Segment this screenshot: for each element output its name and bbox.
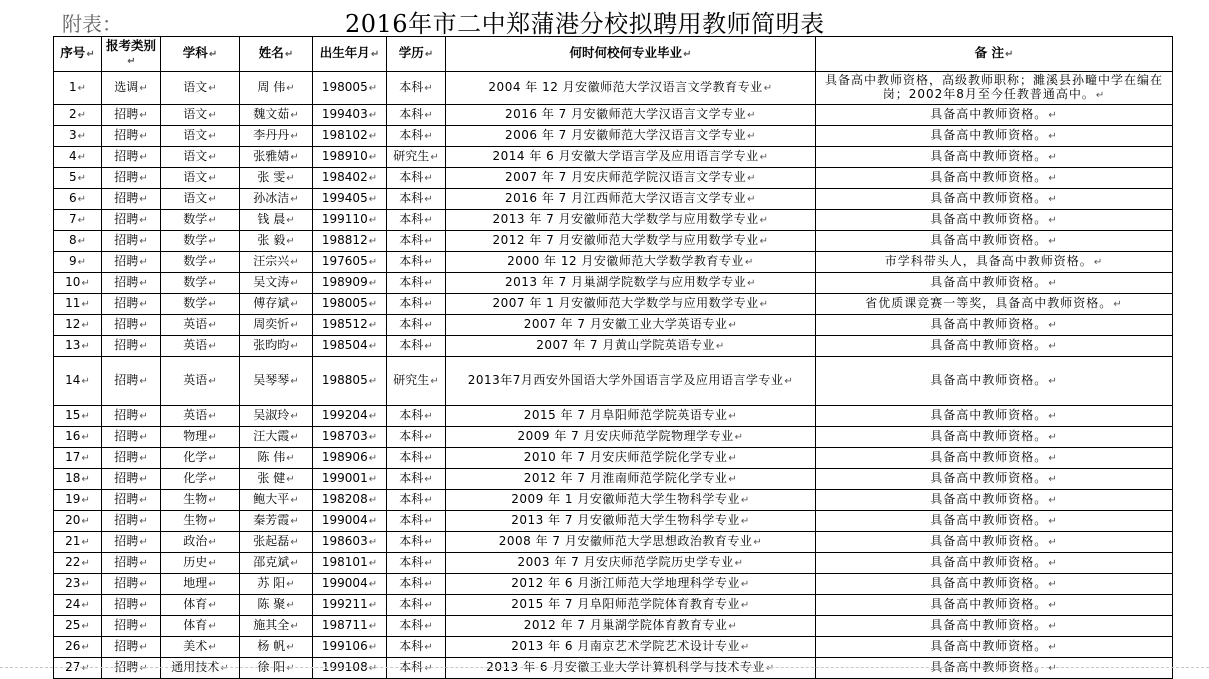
cell-subject: 英语 ↵ <box>161 315 240 336</box>
table-row <box>54 469 1173 490</box>
cell-seq: 5 ↵ <box>54 168 102 189</box>
cell-seq: 10 ↵ <box>54 273 102 294</box>
cell-name: 施其全 ↵ <box>240 616 313 637</box>
cell-note: 具备高中教师资格。 ↵ <box>816 574 1173 595</box>
cell-name: 陈 聚 ↵ <box>240 595 313 616</box>
cell-graduation: 2016 年 7 月江西师范大学汉语言文学专业 ↵ <box>446 189 816 210</box>
cell-note: 具备高中教师资格。 ↵ <box>816 595 1173 616</box>
cell-education: 本科 ↵ <box>387 427 446 448</box>
cell-subject: 英语 ↵ <box>161 357 240 406</box>
cell-name: 秦芳霞 ↵ <box>240 511 313 532</box>
cell-seq: 24 ↵ <box>54 595 102 616</box>
cell-seq: 22 ↵ <box>54 553 102 574</box>
cell-birth: 199211 ↵ <box>313 595 387 616</box>
cell-subject: 化学 ↵ <box>161 448 240 469</box>
cell-graduation: 2013 年 7 月安徽师范大学数学与应用数学专业 ↵ <box>446 210 816 231</box>
cell-graduation: 2013 年 7 月巢湖学院数学与应用数学专业 ↵ <box>446 273 816 294</box>
cell-seq: 12 ↵ <box>54 315 102 336</box>
cell-note: 具备高中教师资格。 ↵ <box>816 427 1173 448</box>
table-row <box>54 637 1173 658</box>
cell-education: 研究生 ↵ <box>387 147 446 168</box>
cell-note: 具备高中教师资格。 ↵ <box>816 511 1173 532</box>
cell-subject: 地理 ↵ <box>161 574 240 595</box>
cell-category: 招聘 ↵ <box>102 105 161 126</box>
cell-note: 具备高中教师资格。 ↵ <box>816 336 1173 357</box>
cell-subject: 语文 ↵ <box>161 168 240 189</box>
cell-seq: 14 ↵ <box>54 357 102 406</box>
cell-name: 张 毅 ↵ <box>240 231 313 252</box>
table-body <box>54 72 1173 679</box>
cell-category: 招聘 ↵ <box>102 469 161 490</box>
cell-graduation: 2012 年 7 月淮南师范学院化学专业 ↵ <box>446 469 816 490</box>
cell-subject: 数学 ↵ <box>161 273 240 294</box>
cell-education: 本科 ↵ <box>387 448 446 469</box>
cell-education: 本科 ↵ <box>387 532 446 553</box>
table-row <box>54 336 1173 357</box>
cell-subject: 政治 ↵ <box>161 532 240 553</box>
cell-birth: 199110 ↵ <box>313 210 387 231</box>
table-row <box>54 273 1173 294</box>
cell-education: 本科 ↵ <box>387 616 446 637</box>
cell-category: 招聘 ↵ <box>102 357 161 406</box>
cell-seq: 16 ↵ <box>54 427 102 448</box>
table-row <box>54 553 1173 574</box>
table-row <box>54 595 1173 616</box>
cell-category: 招聘 ↵ <box>102 595 161 616</box>
cell-category: 招聘 ↵ <box>102 336 161 357</box>
cell-subject: 语文 ↵ <box>161 105 240 126</box>
cell-category: 招聘 ↵ <box>102 189 161 210</box>
table-header-row <box>54 37 1173 72</box>
cell-name: 张 雯 ↵ <box>240 168 313 189</box>
cell-education: 本科 ↵ <box>387 315 446 336</box>
cell-birth: 198805 ↵ <box>313 357 387 406</box>
cell-note: 具备高中教师资格。 ↵ <box>816 105 1173 126</box>
cell-note: 市学科带头人，具备高中教师资格。 ↵ <box>816 252 1173 273</box>
cell-name: 吴琴琴 ↵ <box>240 357 313 406</box>
cell-name: 徐 阳 ↵ <box>240 658 313 679</box>
cell-education: 本科 ↵ <box>387 490 446 511</box>
cell-subject: 历史 ↵ <box>161 553 240 574</box>
cell-graduation: 2007 年 1 月安徽师范大学数学与应用数学专业 ↵ <box>446 294 816 315</box>
cell-birth: 198512 ↵ <box>313 315 387 336</box>
cell-subject: 体育 ↵ <box>161 595 240 616</box>
cell-name: 张起磊 ↵ <box>240 532 313 553</box>
cell-name: 杨 帆 ↵ <box>240 637 313 658</box>
cell-name: 吴文涛 ↵ <box>240 273 313 294</box>
cell-birth: 199403 ↵ <box>313 105 387 126</box>
cell-name: 周 伟 ↵ <box>240 72 313 105</box>
cell-note: 具备高中教师资格。 ↵ <box>816 231 1173 252</box>
cell-name: 钱 晨 ↵ <box>240 210 313 231</box>
cell-birth: 199004 ↵ <box>313 574 387 595</box>
cell-education: 本科 ↵ <box>387 511 446 532</box>
header-note: 备 注 ↵ <box>816 37 1173 72</box>
cell-graduation: 2004 年 12 月安徽师范大学汉语言文学教育专业 ↵ <box>446 72 816 105</box>
table-row <box>54 357 1173 406</box>
header-education: 学历 ↵ <box>387 37 446 72</box>
cell-note: 具备高中教师资格。 ↵ <box>816 469 1173 490</box>
table-row <box>54 294 1173 315</box>
cell-birth: 199108 ↵ <box>313 658 387 679</box>
cell-graduation: 2012 年 6 月浙江师范大学地理科学专业 ↵ <box>446 574 816 595</box>
cell-education: 本科 ↵ <box>387 336 446 357</box>
table-row <box>54 490 1173 511</box>
cell-seq: 23 ↵ <box>54 574 102 595</box>
cell-graduation: 2016 年 7 月安徽师范大学汉语言文学专业 ↵ <box>446 105 816 126</box>
cell-birth: 198812 ↵ <box>313 231 387 252</box>
cell-birth: 198906 ↵ <box>313 448 387 469</box>
cell-birth: 198101 ↵ <box>313 553 387 574</box>
cell-note: 具备高中教师资格。 ↵ <box>816 553 1173 574</box>
cell-graduation: 2000 年 12 月安徽师范大学数学教育专业 ↵ <box>446 252 816 273</box>
cell-birth: 199405 ↵ <box>313 189 387 210</box>
cell-note: 具备高中教师资格。 ↵ <box>816 406 1173 427</box>
cell-category: 招聘 ↵ <box>102 574 161 595</box>
cell-category: 招聘 ↵ <box>102 273 161 294</box>
attachment-label: 附表： <box>62 12 122 36</box>
cell-graduation: 2013 年 6 月南京艺术学院艺术设计专业 ↵ <box>446 637 816 658</box>
cell-subject: 生物 ↵ <box>161 490 240 511</box>
cell-graduation: 2013年7月西安外国语大学外国语言学及应用语言学专业 ↵ <box>446 357 816 406</box>
table-row <box>54 616 1173 637</box>
cell-name: 魏文茹 ↵ <box>240 105 313 126</box>
cell-name: 汪大霞 ↵ <box>240 427 313 448</box>
cell-graduation: 2006 年 7 月安徽师范大学汉语言文学专业 ↵ <box>446 126 816 147</box>
cell-name: 傅存斌 ↵ <box>240 294 313 315</box>
cell-name: 李丹丹 ↵ <box>240 126 313 147</box>
cell-seq: 18 ↵ <box>54 469 102 490</box>
cell-category: 招聘 ↵ <box>102 553 161 574</box>
cell-category: 招聘 ↵ <box>102 231 161 252</box>
cell-name: 张雅婧 ↵ <box>240 147 313 168</box>
cell-note: 具备高中教师资格。 ↵ <box>816 315 1173 336</box>
cell-subject: 数学 ↵ <box>161 252 240 273</box>
cell-education: 本科 ↵ <box>387 105 446 126</box>
table-row <box>54 147 1173 168</box>
cell-subject: 数学 ↵ <box>161 210 240 231</box>
cell-category: 招聘 ↵ <box>102 427 161 448</box>
cell-graduation: 2010 年 7 月安庆师范学院化学专业 ↵ <box>446 448 816 469</box>
cell-birth: 199001 ↵ <box>313 469 387 490</box>
cell-category: 招聘 ↵ <box>102 210 161 231</box>
cell-seq: 1 ↵ <box>54 72 102 105</box>
cell-subject: 数学 ↵ <box>161 294 240 315</box>
cell-seq: 2 ↵ <box>54 105 102 126</box>
cell-graduation: 2012 年 7 月安徽师范大学数学与应用数学专业 ↵ <box>446 231 816 252</box>
header-name: 姓名 ↵ <box>240 37 313 72</box>
table-row <box>54 574 1173 595</box>
cell-seq: 19 ↵ <box>54 490 102 511</box>
cell-graduation: 2007 年 7 月安徽工业大学英语专业 ↵ <box>446 315 816 336</box>
cell-seq: 25 ↵ <box>54 616 102 637</box>
cell-category: 招聘 ↵ <box>102 616 161 637</box>
cell-education: 研究生 ↵ <box>387 357 446 406</box>
cell-subject: 通用技术 ↵ <box>161 658 240 679</box>
header-seq: 序号 ↵ <box>54 37 102 72</box>
cell-education: 本科 ↵ <box>387 637 446 658</box>
cell-subject: 体育 ↵ <box>161 616 240 637</box>
table-row <box>54 406 1173 427</box>
cell-birth: 198504 ↵ <box>313 336 387 357</box>
cell-education: 本科 ↵ <box>387 126 446 147</box>
header-graduation: 何时何校何专业毕业 ↵ <box>446 37 816 72</box>
cell-seq: 17 ↵ <box>54 448 102 469</box>
cell-seq: 4 ↵ <box>54 147 102 168</box>
cell-subject: 生物 ↵ <box>161 511 240 532</box>
cell-seq: 20 ↵ <box>54 511 102 532</box>
cell-seq: 21 ↵ <box>54 532 102 553</box>
cell-name: 吴淑玲 ↵ <box>240 406 313 427</box>
cell-name: 张 健 ↵ <box>240 469 313 490</box>
cell-graduation: 2007 年 7 月安庆师范学院汉语言文学专业 ↵ <box>446 168 816 189</box>
cell-note: 具备高中教师资格。 ↵ <box>816 147 1173 168</box>
cell-note: 具备高中教师资格，高级教师职称；濉溪县孙疃中学在编在岗；2002年8月至今任教普通高中。 ↵ <box>816 72 1173 105</box>
cell-category: 招聘 ↵ <box>102 490 161 511</box>
cell-education: 本科 ↵ <box>387 294 446 315</box>
cell-category: 招聘 ↵ <box>102 315 161 336</box>
cell-seq: 8 ↵ <box>54 231 102 252</box>
cell-education: 本科 ↵ <box>387 574 446 595</box>
table-row <box>54 658 1173 679</box>
cell-graduation: 2015 年 7 月阜阳师范学院英语专业 ↵ <box>446 406 816 427</box>
cell-note: 省优质课竞赛一等奖，具备高中教师资格。 ↵ <box>816 294 1173 315</box>
cell-birth: 198402 ↵ <box>313 168 387 189</box>
page-title: 2016年市二中郑蒲港分校拟聘用教师简明表 <box>345 10 825 38</box>
cell-note: 具备高中教师资格。 ↵ <box>816 658 1173 679</box>
cell-seq: 6 ↵ <box>54 189 102 210</box>
cell-category: 招聘 ↵ <box>102 448 161 469</box>
cell-education: 本科 ↵ <box>387 231 446 252</box>
cell-note: 具备高中教师资格。 ↵ <box>816 490 1173 511</box>
cell-education: 本科 ↵ <box>387 252 446 273</box>
cell-birth: 199004 ↵ <box>313 511 387 532</box>
cell-subject: 语文 ↵ <box>161 72 240 105</box>
cell-seq: 26 ↵ <box>54 637 102 658</box>
cell-name: 汪宗兴 ↵ <box>240 252 313 273</box>
cell-note: 具备高中教师资格。 ↵ <box>816 168 1173 189</box>
cell-note: 具备高中教师资格。 ↵ <box>816 448 1173 469</box>
cell-birth: 198909 ↵ <box>313 273 387 294</box>
table-row <box>54 126 1173 147</box>
header-category: 报考类别 ↵ <box>102 37 161 72</box>
cell-category: 招聘 ↵ <box>102 658 161 679</box>
cell-birth: 198910 ↵ <box>313 147 387 168</box>
cell-graduation: 2013 年 6 月安徽工业大学计算机科学与技术专业 ↵ <box>446 658 816 679</box>
cell-birth: 199204 ↵ <box>313 406 387 427</box>
cell-subject: 物理 ↵ <box>161 427 240 448</box>
cell-birth: 199106 ↵ <box>313 637 387 658</box>
cell-name: 苏 阳 ↵ <box>240 574 313 595</box>
cell-graduation: 2008 年 7 月安徽师范大学思想政治教育专业 ↵ <box>446 532 816 553</box>
cell-category: 招聘 ↵ <box>102 511 161 532</box>
cell-education: 本科 ↵ <box>387 210 446 231</box>
table-row <box>54 427 1173 448</box>
cell-note: 具备高中教师资格。 ↵ <box>816 357 1173 406</box>
cell-category: 招聘 ↵ <box>102 637 161 658</box>
cell-graduation: 2003 年 7 月安庆师范学院历史学专业 ↵ <box>446 553 816 574</box>
table-row <box>54 72 1173 105</box>
cell-education: 本科 ↵ <box>387 168 446 189</box>
cell-category: 招聘 ↵ <box>102 406 161 427</box>
cell-note: 具备高中教师资格。 ↵ <box>816 189 1173 210</box>
cell-graduation: 2009 年 7 月安庆师范学院物理学专业 ↵ <box>446 427 816 448</box>
header-birth: 出生年月 ↵ <box>313 37 387 72</box>
table-row <box>54 532 1173 553</box>
cell-graduation: 2012 年 7 月巢湖学院体育教育专业 ↵ <box>446 616 816 637</box>
cell-subject: 语文 ↵ <box>161 126 240 147</box>
cell-note: 具备高中教师资格。 ↵ <box>816 126 1173 147</box>
cell-seq: 9 ↵ <box>54 252 102 273</box>
cell-graduation: 2007 年 7 月黄山学院英语专业 ↵ <box>446 336 816 357</box>
cell-subject: 美术 ↵ <box>161 637 240 658</box>
header-subject: 学科 ↵ <box>161 37 240 72</box>
cell-note: 具备高中教师资格。 ↵ <box>816 210 1173 231</box>
cell-subject: 英语 ↵ <box>161 336 240 357</box>
cell-graduation: 2015 年 7 月阜阳师范学院体育教育专业 ↵ <box>446 595 816 616</box>
cell-note: 具备高中教师资格。 ↵ <box>816 616 1173 637</box>
cell-category: 招聘 ↵ <box>102 294 161 315</box>
cell-graduation: 2014 年 6 月安徽大学语言学及应用语言学专业 ↵ <box>446 147 816 168</box>
cell-category: 招聘 ↵ <box>102 532 161 553</box>
table-row <box>54 210 1173 231</box>
table-row <box>54 168 1173 189</box>
cell-seq: 27 ↵ <box>54 658 102 679</box>
cell-category: 招聘 ↵ <box>102 147 161 168</box>
cell-seq: 7 ↵ <box>54 210 102 231</box>
page-edge-divider <box>0 667 1209 668</box>
cell-birth: 198711 ↵ <box>313 616 387 637</box>
cell-category: 选调 ↵ <box>102 72 161 105</box>
cell-birth: 198005 ↵ <box>313 72 387 105</box>
cell-seq: 15 ↵ <box>54 406 102 427</box>
cell-name: 孙冰洁 ↵ <box>240 189 313 210</box>
cell-note: 具备高中教师资格。 ↵ <box>816 273 1173 294</box>
cell-birth: 198005 ↵ <box>313 294 387 315</box>
cell-education: 本科 ↵ <box>387 469 446 490</box>
table-row <box>54 231 1173 252</box>
table-row <box>54 105 1173 126</box>
cell-birth: 198208 ↵ <box>313 490 387 511</box>
cell-education: 本科 ↵ <box>387 406 446 427</box>
cell-subject: 数学 ↵ <box>161 231 240 252</box>
cell-education: 本科 ↵ <box>387 189 446 210</box>
cell-seq: 13 ↵ <box>54 336 102 357</box>
cell-note: 具备高中教师资格。 ↵ <box>816 532 1173 553</box>
table-row <box>54 511 1173 532</box>
cell-birth: 198603 ↵ <box>313 532 387 553</box>
cell-graduation: 2013 年 7 月安徽师范大学生物科学专业 ↵ <box>446 511 816 532</box>
cell-birth: 198102 ↵ <box>313 126 387 147</box>
cell-graduation: 2009 年 1 月安徽师范大学生物科学专业 ↵ <box>446 490 816 511</box>
cell-education: 本科 ↵ <box>387 658 446 679</box>
table-row <box>54 315 1173 336</box>
cell-birth: 198703 ↵ <box>313 427 387 448</box>
cell-subject: 语文 ↵ <box>161 189 240 210</box>
teacher-table <box>53 36 1173 679</box>
cell-education: 本科 ↵ <box>387 553 446 574</box>
cell-name: 陈 伟 ↵ <box>240 448 313 469</box>
cell-name: 鲍大平 ↵ <box>240 490 313 511</box>
cell-note: 具备高中教师资格。 ↵ <box>816 637 1173 658</box>
cell-education: 本科 ↵ <box>387 273 446 294</box>
cell-education: 本科 ↵ <box>387 72 446 105</box>
cell-name: 邵克斌 ↵ <box>240 553 313 574</box>
cell-subject: 化学 ↵ <box>161 469 240 490</box>
cell-category: 招聘 ↵ <box>102 252 161 273</box>
cell-subject: 英语 ↵ <box>161 406 240 427</box>
cell-name: 张昀昀 ↵ <box>240 336 313 357</box>
cell-seq: 3 ↵ <box>54 126 102 147</box>
cell-category: 招聘 ↵ <box>102 126 161 147</box>
table-row <box>54 252 1173 273</box>
cell-education: 本科 ↵ <box>387 595 446 616</box>
cell-subject: 语文 ↵ <box>161 147 240 168</box>
cell-seq: 11 ↵ <box>54 294 102 315</box>
cell-name: 周奕忻 ↵ <box>240 315 313 336</box>
cell-category: 招聘 ↵ <box>102 168 161 189</box>
table-row <box>54 189 1173 210</box>
cell-birth: 197605 ↵ <box>313 252 387 273</box>
table-row <box>54 448 1173 469</box>
